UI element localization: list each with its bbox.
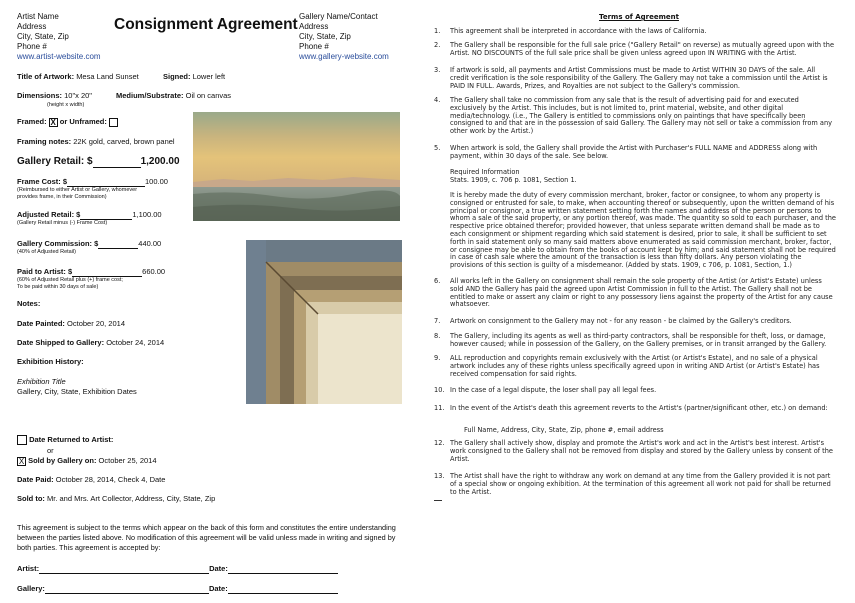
term-number: 1. (434, 27, 441, 35)
date-returned-checkbox[interactable] (17, 435, 27, 445)
signed-label: Signed: (163, 72, 191, 81)
date-shipped-row (17, 338, 164, 348)
gallery-commission-value: 440.00 (138, 239, 162, 248)
date-painted-row (17, 319, 125, 329)
painting-image (193, 112, 400, 221)
notes-label: Notes: (17, 299, 41, 308)
term-text: In the case of a legal dispute, the loser shall pay all legal fees. (450, 386, 657, 394)
page-title: Consignment Agreement (114, 16, 298, 33)
term-text: The Gallery, including its agents as well as third-party contractors, shall be responsible for theft, loss, or damage, however caused; while in possession of the Gallery, on the Gallery premises, or in transit arranged by the Gallery. (450, 332, 827, 348)
medium-row (116, 91, 231, 101)
medium-label: Medium/Substrate: (116, 91, 184, 100)
paid-to-artist-note-line: To be paid within 30 days of sale) (17, 284, 99, 290)
paid-to-artist-note (17, 277, 123, 291)
gallery-header (299, 12, 419, 62)
sign-artist-label: Artist: (17, 564, 40, 573)
exhibition-detail: Gallery, City, State, Exhibition Dates (17, 387, 137, 396)
frame-cost-row (17, 177, 168, 187)
agreement-text (17, 523, 422, 553)
term-number: 13. (434, 472, 445, 480)
sold-by-gallery-label: Sold by Gallery on: (28, 456, 97, 465)
exhibition-title: Exhibition Title (17, 377, 66, 386)
agreement-line: both parties. This agreement is accepted by: (17, 543, 161, 552)
sold-by-gallery-value: October 25, 2014 (98, 456, 157, 465)
title-label: Title of Artwork: (17, 72, 75, 81)
date-shipped-label: Date Shipped to Gallery: (17, 338, 105, 347)
terms-title: Terms of Agreement (599, 13, 679, 21)
artist-city: City, State, Zip (17, 32, 69, 41)
sign-artist-line[interactable] (39, 573, 209, 574)
artist-phone: Phone # (17, 42, 47, 51)
date-painted-label: Date Painted: (17, 319, 65, 328)
or-text: or (47, 446, 54, 455)
frame-cost-note-line: provides frame, in their Commission) (17, 194, 107, 200)
dimensions-note: (height x width) (47, 102, 85, 108)
term-number: 2. (434, 41, 441, 49)
frame-cost-label: Frame Cost: $ (17, 177, 68, 186)
adjusted-retail-label: Adjusted Retail: $ (17, 210, 81, 219)
sign-artist-date-line[interactable] (228, 573, 338, 574)
terms-end-mark (434, 500, 442, 501)
date-paid-label: Date Paid: (17, 475, 54, 484)
term-text: Full Name, Address, City, State, Zip, phone #, email address (464, 426, 664, 434)
dimensions-label: Dimensions: (17, 91, 63, 100)
adjusted-retail-note: (Gallery Retail minus (-) Frame Cost) (17, 220, 108, 226)
artist-website[interactable]: www.artist-website.com (17, 52, 101, 61)
framed-label: Framed: (17, 117, 47, 126)
gallery-retail-label: Gallery Retail: $ (17, 156, 93, 167)
term-number: 4. (434, 96, 441, 104)
unframed-label: or Unframed: (59, 117, 107, 126)
artist-header (17, 12, 127, 62)
sign-gallery-date-line[interactable] (228, 593, 338, 594)
term-text: This agreement shall be interpreted in accordance with the laws of California. (450, 27, 707, 35)
term-text: ALL reproduction and copyrights remain exclusively with the Artist (or Artist's Estate), and no sale of a physical artwork includes any of these rights unless specifically agreed upon in writing AND Artist (or Artist's Estate) has received compensation for said rights. (450, 354, 820, 378)
frame-cost-note-line: (Reimbursed to either Artist or Gallery, whomever (17, 187, 138, 193)
sign-gallery-date-label: Date: (208, 584, 228, 593)
term-text: The Gallery shall take no commission from any sale that is the result of advertising paid for and executed exclusively by the Artist. This includes, but is not limited to, print material, website, and other digital media/technology. (i.e., The Gallery is entitled to commissions only on paintings that have specifically been consigned to and that are in the possession of said Gallery. The Gallery may not sell or take a commission from any other work by the Artist.) (450, 96, 833, 136)
gallery-phone: Phone # (299, 42, 329, 51)
date-painted-value: October 20, 2014 (67, 319, 125, 328)
term-number: 11. (434, 404, 445, 412)
term-number: 12. (434, 439, 445, 447)
framing-notes-value: 22K gold, carved, brown panel (73, 137, 175, 146)
paid-to-artist-row (17, 267, 165, 277)
gallery-address: Address (299, 22, 329, 31)
term-number: 3. (434, 66, 441, 74)
paid-to-artist-label: Paid to Artist: $ (17, 267, 73, 276)
term-text: If artwork is sold, all payments and Artist Commissions must be made to Artist WITHIN 30 DAYS of the sale. All credit verification is the sole responsibility of the Gallery. The Gallery may not take a commission until the Artist is PAID IN FULL. Awards, Prizes, and Royalties are not subject to the Gallery's commission. (450, 66, 828, 90)
medium-value: Oil on canvas (185, 91, 232, 100)
term-text: All works left in the Gallery on consignment shall remain the sole property of the Artist (or Artist's Estate) unless sold AND the Gallery has paid the agreed upon Artist Commission in full to the Artist. The Gallery shall not be entitled to make or assert any claim or right to any possessory liens against the property of the Artist for any cause whatsoever. (450, 277, 833, 309)
dimensions-row (17, 91, 92, 101)
agreement-line: This agreement is subject to the terms which appear on the back of this form and constitutes the entire understanding (17, 523, 396, 532)
gallery-commission-label: Gallery Commission: $ (17, 239, 99, 248)
term-text: The Artist shall have the right to withdraw any work on demand at any time from the Gallery provided it is not part of a special show or ongoing exhibition. At the termination of this agreement all work not paid for shall be returned to the Artist. (450, 472, 831, 496)
sign-gallery-label: Gallery: (17, 584, 45, 593)
gallery-commission-line (98, 248, 138, 249)
adjusted-retail-value: 1,100.00 (132, 210, 162, 219)
term-number: 9. (434, 354, 441, 362)
date-paid-value: October 28, 2014, Check 4, Date (55, 475, 166, 484)
gallery-commission-note: (40% of Adjusted Retail) (17, 249, 77, 255)
date-returned-label: Date Returned to Artist: (29, 435, 114, 444)
gallery-retail-value: 1,200.00 (140, 156, 180, 167)
sign-gallery-line[interactable] (45, 593, 209, 594)
term-text: When artwork is sold, the Gallery shall provide the Artist with Purchaser's FULL NAME and ADDRESS along with payment, within 30 days of the sale. See below. (450, 144, 818, 160)
signed-value: Lower left (192, 72, 226, 81)
paid-to-artist-value: 660.00 (142, 267, 166, 276)
sold-by-gallery-row (17, 456, 157, 466)
unframed-checkbox[interactable] (109, 118, 118, 127)
exhibition-history-label: Exhibition History: (17, 357, 84, 366)
sign-artist-date-label: Date: (209, 564, 228, 573)
sold-to-label: Sold to: (17, 494, 45, 503)
paid-to-artist-note-line: (60% of Adjusted Retail plus (+) frame cost; (17, 277, 123, 283)
gallery-retail-row (17, 156, 180, 168)
gallery-name: Gallery Name/Contact (299, 12, 378, 21)
title-row (17, 72, 139, 82)
signed-row (163, 72, 225, 82)
dimensions-value: 10"x 20" (64, 91, 92, 100)
gallery-commission-row (17, 239, 161, 249)
framed-checkbox[interactable]: X (50, 117, 56, 127)
term-text: It is hereby made the duty of every commission merchant, broker, factor or consignee, to whom any property is consigned or entrusted for sale, to make, when accounting thereof or subsequently, upon the written demand of his principal or consignor, a true written statement setting forth the names and address of the person or persons to whom a sale of the said property, or any portion thereof, was made. The quantity so sold to each purchaser, and the respective price obtained therefor; provided however, that unless separate written demand shall be made as to each consignment or shipment regarding which said statement is desired, prior to sale, it shall be sufficient to set forth in said statement only so many said matters above enumerated as said commission merchant, broker, factor, or consignee may be able to obtain from the books of account kept by him; and said statement shall not be required in case of cash sale where the amount of the transaction is less than fifty dollars. Any person violating the provisions of this section is guilty of a misdemeanor. (Added by stats. 1909, c 706, p. 1081, Section, 1.) (450, 191, 836, 270)
gallery-website[interactable]: www.gallery-website.com (299, 52, 389, 61)
sign-gallery-row (17, 584, 338, 594)
framing-notes-row (17, 137, 175, 147)
date-shipped-value: October 24, 2014 (106, 338, 165, 347)
title-value: Mesa Land Sunset (76, 72, 139, 81)
term-text: The Gallery shall be responsible for the full sale price ("Gallery Retail" on reverse) as mutually agreed upon with the Artist. NO DISCOUNTS of the full sale price shall be given unless agreed upon IN WRITING with the Artist. (450, 41, 835, 57)
adjusted-retail-row (17, 210, 162, 220)
framed-row (17, 117, 118, 127)
sign-artist-row (17, 564, 338, 574)
term-text: Required Information Stats. 1909, c. 706 p. 1081, Section 1. (450, 168, 577, 184)
framing-notes-label: Framing notes: (17, 137, 72, 146)
term-number: 8. (434, 332, 441, 340)
frame-corner-image (246, 240, 402, 404)
sold-to-row (17, 494, 215, 504)
term-number: 6. (434, 277, 441, 285)
gallery-city: City, State, Zip (299, 32, 351, 41)
gallery-retail-line (93, 167, 141, 168)
artist-address: Address (17, 22, 47, 31)
term-number: 7. (434, 317, 441, 325)
frame-cost-value: 100.00 (145, 177, 168, 186)
date-returned-row (17, 435, 113, 445)
frame-cost-note (17, 187, 137, 201)
term-text: The Gallery shall actively show, display and promote the Artist's work and act in the Artist's best interest. Artist's work consigned to the Gallery shall not be removed from display and stored by the Gallery unless by consent of the Artist. (450, 439, 833, 463)
date-paid-row (17, 475, 165, 485)
agreement-line: between the parties listed above. No modification of this agreement will be valid unless made in writing and signed by (17, 533, 396, 542)
term-text: Artwork on consignment to the Gallery may not - for any reason - be claimed by the Gallery's creditors. (450, 317, 792, 325)
landscape-painting (193, 112, 400, 221)
frame-corner-photo (246, 240, 402, 404)
sold-by-gallery-checkbox[interactable]: X (18, 456, 25, 466)
term-number: 5. (434, 144, 441, 152)
term-number: 10. (434, 386, 445, 394)
sold-to-value: Mr. and Mrs. Art Collector, Address, City, State, Zip (47, 494, 216, 503)
artist-name: Artist Name (17, 12, 59, 21)
term-text: In the event of the Artist's death this agreement reverts to the Artist's (partner/significant other, etc.) on demand: (450, 404, 828, 412)
